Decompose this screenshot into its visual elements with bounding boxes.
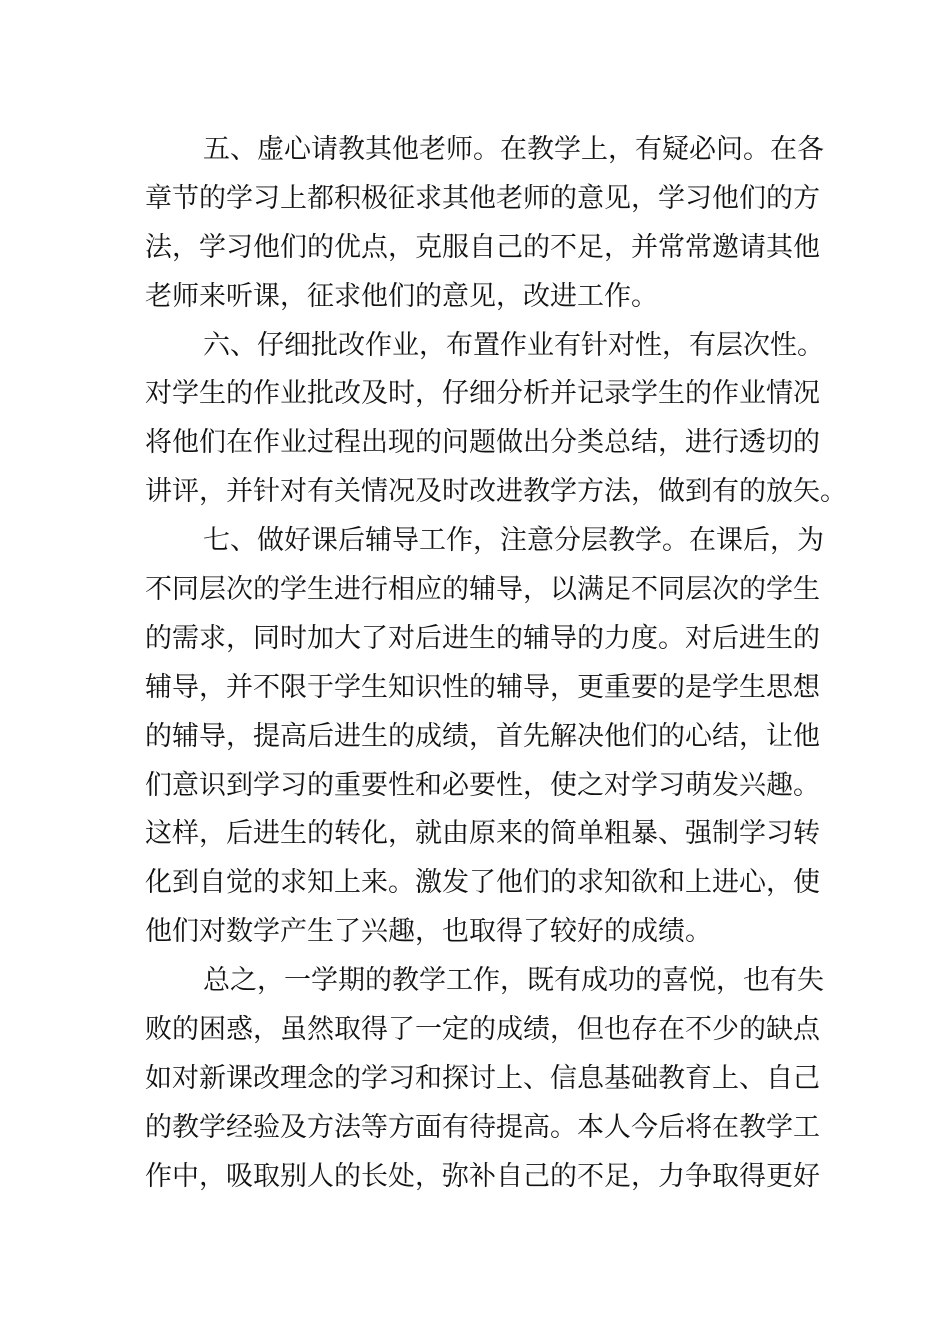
- paragraph-7-line-4: 辅导，并不限于学生知识性的辅导，更重要的是学生思想: [145, 671, 820, 703]
- paragraph-7-line-7: 这样，后进生的转化，就由原来的简单粗暴、强制学习转: [145, 818, 820, 850]
- paragraph-6-line-3: 将他们在作业过程出现的问题做出分类总结，进行透切的: [145, 427, 820, 459]
- paragraph-6-line-4: 讲评，并针对有关情况及时改进教学方法，做到有的放矢。: [145, 476, 847, 508]
- summary-line-2: 败的困惑，虽然取得了一定的成绩，但也存在不少的缺点: [145, 1014, 820, 1046]
- paragraph-5-line-1: 五、虚心请教其他老师。在教学上，有疑必问。在各: [203, 134, 824, 165]
- paragraph-7-line-9: 他们对数学产生了兴趣，也取得了较好的成绩。: [145, 916, 712, 948]
- paragraph-7-line-5: 的辅导，提高后进生的成绩，首先解决他们的心结，让他: [145, 720, 820, 752]
- paragraph-6-line-1: 六、仔细批改作业，布置作业有针对性，有层次性。: [203, 329, 824, 361]
- paragraph-5-line-4: 老师来听课，征求他们的意见，改进工作。: [145, 280, 658, 312]
- summary-line-4: 的教学经验及方法等方面有待提高。本人今后将在教学工: [145, 1111, 820, 1143]
- paragraph-7-line-3: 的需求，同时加大了对后进生的辅导的力度。对后进生的: [145, 622, 820, 654]
- paragraph-6-line-2: 对学生的作业批改及时，仔细分析并记录学生的作业情况: [145, 378, 820, 410]
- paragraph-7-line-1: 七、做好课后辅导工作，注意分层教学。在课后，为: [203, 525, 824, 557]
- paragraph-5-line-3: 法，学习他们的优点，克服自己的不足，并常常邀请其他: [145, 231, 820, 263]
- paragraph-5-line-2: 章节的学习上都积极征求其他老师的意见，学习他们的方: [145, 182, 820, 214]
- document-body: [145, 126, 847, 1202]
- summary-line-5: 作中，吸取别人的长处，弥补自己的不足，力争取得更好: [145, 1160, 820, 1192]
- summary-line-3: 如对新课改理念的学习和探讨上、信息基础教育上、自己: [145, 1062, 820, 1094]
- paragraph-7-line-2: 不同层次的学生进行相应的辅导，以满足不同层次的学生: [145, 574, 820, 606]
- paragraph-7-line-8: 化到自觉的求知上来。激发了他们的求知欲和上进心，使: [145, 867, 820, 899]
- summary-line-1: 总之，一学期的教学工作，既有成功的喜悦，也有失: [203, 965, 824, 997]
- paragraph-7-line-6: 们意识到学习的重要性和必要性，使之对学习萌发兴趣。: [145, 769, 820, 801]
